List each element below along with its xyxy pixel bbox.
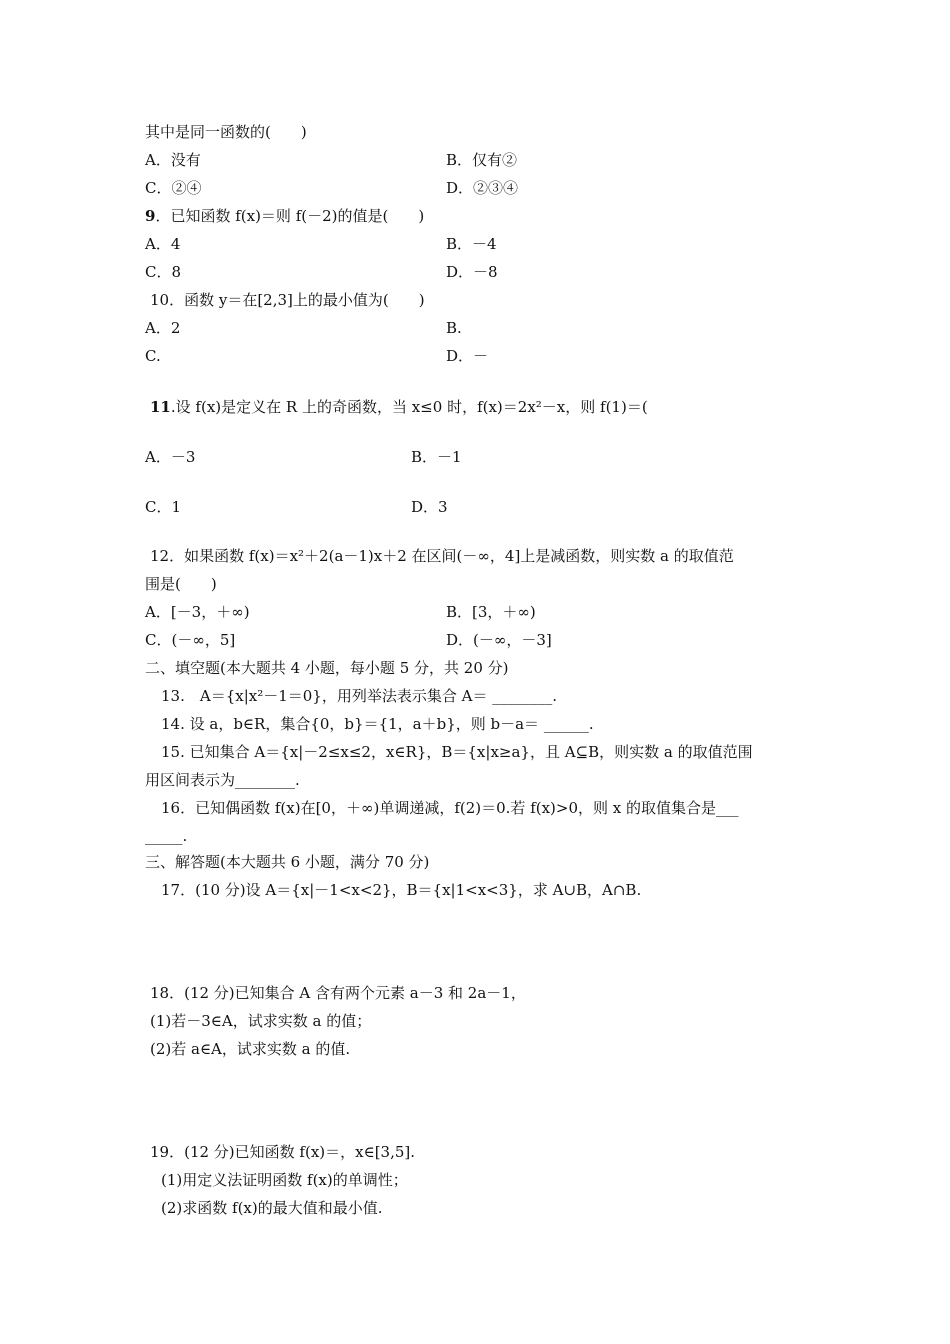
- q12-option-a: A．[－3，＋∞): [145, 603, 250, 621]
- q8-stem: 其中是同一函数的( ): [145, 123, 307, 141]
- q17-text: 17．(10 分)设 A＝{x|－1<x<2}，B＝{x|1<x<3}，求 A∪B，A∩B.: [161, 881, 642, 899]
- q14-text: 14. 设 a，b∈R，集合{0，b}＝{1，a＋b}，则 b－a＝ ______.: [161, 715, 594, 733]
- q15-text-line2: 用区间表示为________.: [145, 771, 300, 789]
- q11-option-a: A．－3: [145, 448, 196, 466]
- q10-option-c: C.: [145, 347, 161, 365]
- q9-number: 9: [145, 207, 156, 225]
- q18-text: 18．(12 分)已知集合 A 含有两个元素 a－3 和 2a－1，: [150, 984, 526, 1002]
- q9-option-d: D．－8: [446, 263, 498, 281]
- q8-option-a: A．没有: [145, 151, 201, 169]
- q11-stem-line: [150, 397, 648, 417]
- q11-number: 11: [150, 398, 171, 416]
- q11-stem: .设 f(x)是定义在 R 上的奇函数，当 x≤0 时，f(x)＝2x²－x，则 f(1)＝(: [170, 398, 648, 416]
- q8-option-d: D．②③④: [446, 179, 519, 197]
- q19-part1: (1)用定义法证明函数 f(x)的单调性；: [161, 1171, 408, 1189]
- q12-stem-line1: 12．如果函数 f(x)＝x²＋2(a－1)x＋2 在区间(－∞，4]上是减函数，则实数 a 的取值范: [150, 547, 734, 565]
- q8-option-c: C．②④: [145, 179, 202, 197]
- q15-text-line1: 15. 已知集合 A＝{x|－2≤x≤2，x∈R}，B＝{x|x≥a}，且 A⊆B，则实数 a 的取值范围: [161, 743, 753, 761]
- q10-option-d: D．－: [446, 347, 489, 365]
- section2-title: 二、填空题(本大题共 4 小题，每小题 5 分，共 20 分): [145, 659, 509, 677]
- q10-stem: 10．函数 y＝在[2,3]上的最小值为( ): [150, 291, 425, 309]
- q10-option-a: A．2: [145, 319, 181, 337]
- q8-option-b: B．仅有②: [446, 151, 518, 169]
- q19-text: 19．(12 分)已知函数 f(x)＝，x∈[3,5].: [150, 1143, 416, 1161]
- q12-option-b: B．[3，＋∞): [446, 603, 536, 621]
- q11-option-c: C．1: [145, 498, 182, 516]
- q9-stem: ．已知函数 f(x)＝则 f(－2)的值是( ): [155, 207, 425, 225]
- q18-part2: (2)若 a∈A，试求实数 a 的值.: [150, 1040, 351, 1058]
- q18-part1: (1)若－3∈A，试求实数 a 的值；: [150, 1012, 372, 1030]
- q16-text-line2: _____.: [145, 827, 188, 845]
- q9-stem-line: [145, 206, 424, 226]
- q12-stem-line2: 围是( ): [145, 575, 217, 593]
- q12-option-d: D．(－∞，－3]: [446, 631, 552, 649]
- q12-option-c: C．(－∞，5]: [145, 631, 236, 649]
- q10-option-b: B.: [446, 319, 462, 337]
- section3-title: 三、解答题(本大题共 6 小题，满分 70 分): [145, 853, 430, 871]
- q9-option-b: B．－4: [446, 235, 497, 253]
- q16-text-line1: 16．已知偶函数 f(x)在[0，＋∞)单调递减，f(2)＝0.若 f(x)>0，则 x 的取值集合是___: [161, 799, 739, 817]
- q9-option-c: C．8: [145, 263, 182, 281]
- q11-option-b: B．－1: [411, 448, 462, 466]
- q11-option-d: D．3: [411, 498, 448, 516]
- q9-option-a: A．4: [145, 235, 181, 253]
- q13-text: 13. A＝{x|x²－1＝0}，用列举法表示集合 A＝ ________.: [161, 687, 557, 705]
- q19-part2: (2)求函数 f(x)的最大值和最小值.: [161, 1199, 383, 1217]
